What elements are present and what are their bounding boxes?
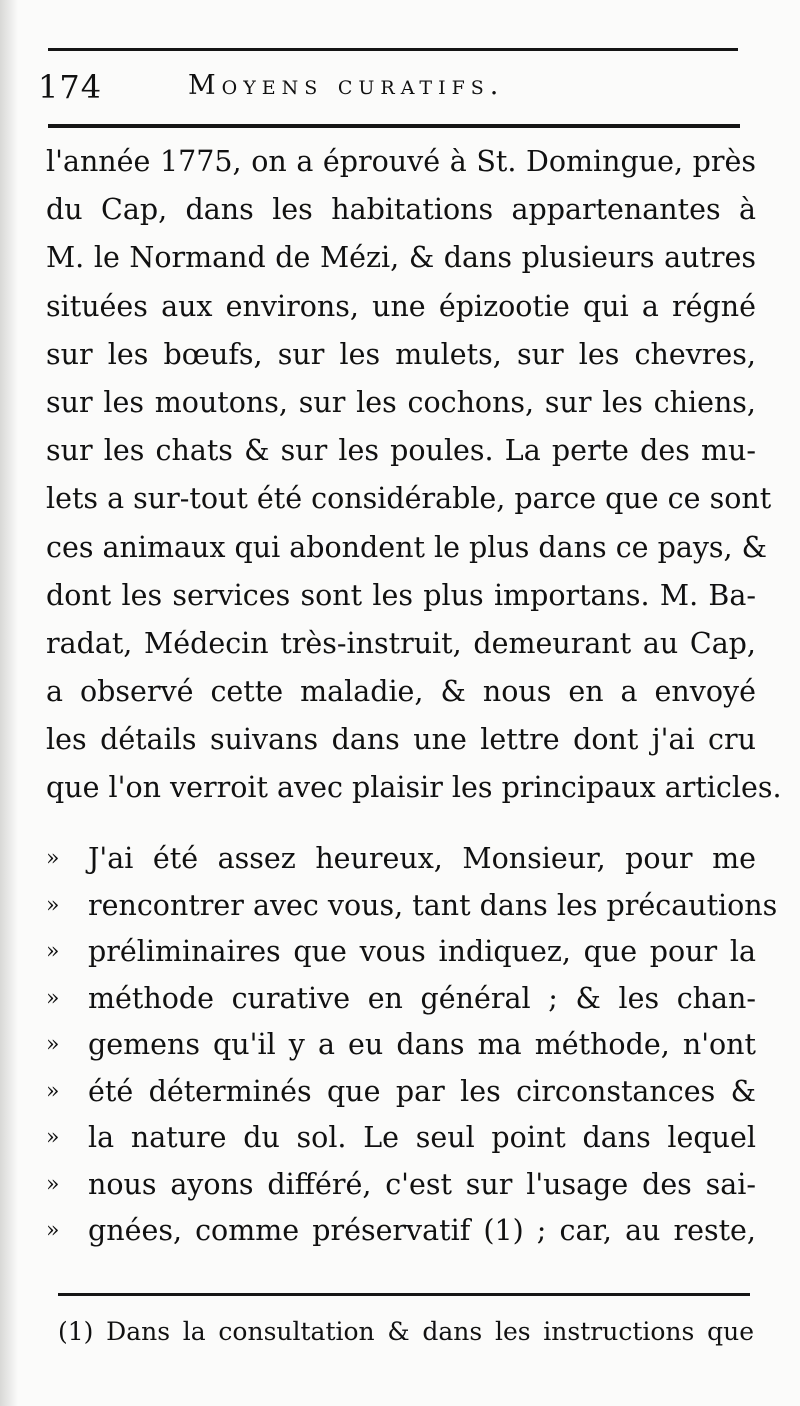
quoted-letter	[46, 836, 778, 1255]
text-line: M. le Normand de Mézi, & dans plusieurs autres	[46, 241, 756, 275]
footnote-rule	[58, 1293, 750, 1296]
guillemet-mark: »	[46, 1032, 60, 1057]
page-edge-shadow	[0, 0, 18, 1406]
main-paragraph	[46, 138, 782, 813]
quote-line	[46, 1022, 756, 1069]
quote-text: gnées, comme préservatif (1) ; car, au reste,	[88, 1214, 756, 1247]
quote-line	[46, 1162, 756, 1209]
guillemet-mark: »	[46, 846, 60, 871]
text-line: sur les chats & sur les poules. La perte des mu-	[46, 434, 756, 468]
text-line: dont les services sont les plus importans. M. Ba-	[46, 578, 756, 612]
text-line: lets a sur-tout été considérable, parce que ce sont	[46, 482, 772, 516]
quote-line	[46, 976, 756, 1023]
guillemet-mark: »	[46, 1125, 60, 1150]
page-number: 174	[38, 68, 103, 106]
running-title: Moyens curatifs.	[188, 70, 505, 101]
text-line: ces animaux qui abondent le plus dans ce pays, &	[46, 530, 768, 564]
quote-text: la nature du sol. Le seul point dans lequel	[88, 1121, 756, 1154]
text-line: que l'on verroit avec plaisir les principaux articles.	[46, 771, 782, 805]
text-line: l'année 1775, on a éprouvé à St. Domingue, près	[46, 145, 756, 178]
text-line: a observé cette maladie, & nous en a envoyé	[46, 675, 756, 709]
quote-line	[46, 836, 756, 883]
quote-line	[46, 1115, 756, 1162]
running-head	[38, 68, 738, 112]
quote-text: gemens qu'il y a eu dans ma méthode, n'ont	[88, 1028, 756, 1061]
footnote: (1) Dans la consultation & dans les instructions que	[58, 1317, 754, 1346]
quote-text: rencontrer avec vous, tant dans les précautions	[88, 888, 778, 922]
quote-text: été déterminés que par les circonstances &	[88, 1074, 756, 1108]
top-rule	[48, 48, 738, 51]
guillemet-mark: »	[46, 1078, 60, 1104]
quote-text: nous ayons différé, c'est sur l'usage des sai-	[88, 1167, 756, 1201]
text-line: les détails suivans dans une lettre dont j'ai cru	[46, 723, 756, 757]
guillemet-mark: »	[46, 1171, 60, 1197]
quote-line	[46, 883, 778, 930]
quote-text: J'ai été assez heureux, Monsieur, pour me	[88, 842, 756, 875]
header-rule	[48, 124, 740, 128]
text-line: du Cap, dans les habitations appartenantes à	[46, 193, 756, 227]
guillemet-mark: »	[46, 1218, 60, 1243]
text-line: radat, Médecin très-instruit, demeurant au Cap,	[46, 626, 756, 660]
text-line: sur les moutons, sur les cochons, sur les chiens,	[46, 385, 756, 419]
quote-line	[46, 1069, 756, 1116]
text-line: situées aux environs, une épizootie qui a régné	[46, 289, 756, 323]
guillemet-mark: »	[46, 892, 60, 918]
text-line: sur les bœufs, sur les mulets, sur les chevres,	[46, 337, 756, 371]
quote-text: préliminaires que vous indiquez, que pour la	[88, 935, 756, 968]
quote-line	[46, 1208, 756, 1255]
quote-text: méthode curative en général ; & les chan-	[88, 981, 756, 1015]
guillemet-mark: »	[46, 985, 60, 1011]
quote-line	[46, 929, 756, 976]
guillemet-mark: »	[46, 939, 60, 964]
